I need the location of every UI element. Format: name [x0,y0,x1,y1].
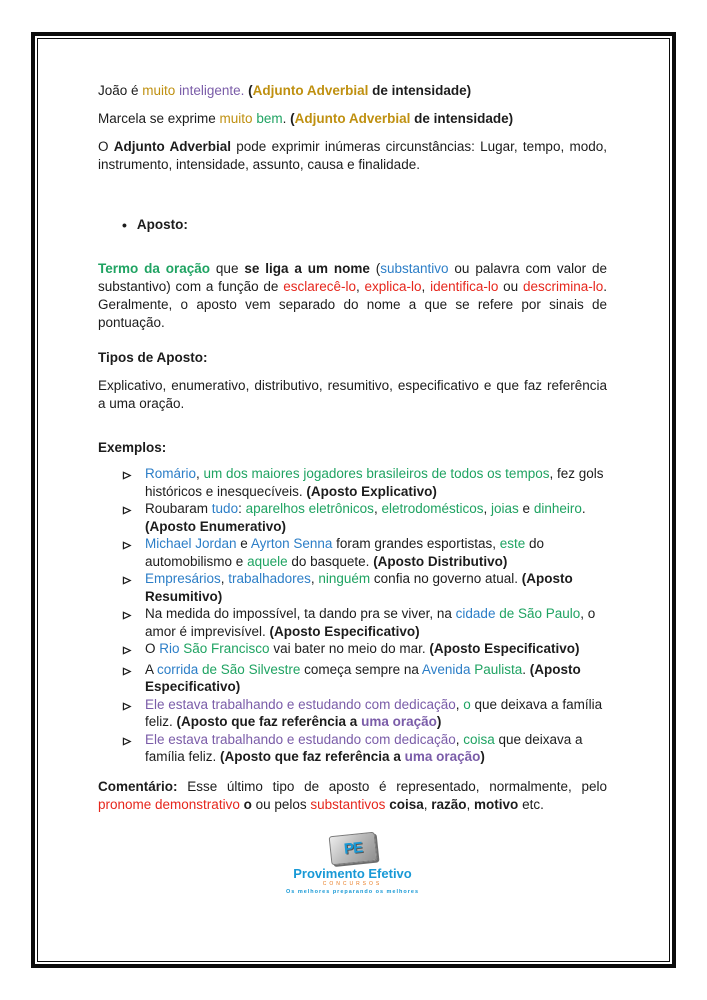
examples-list [98,465,607,766]
example-text: Ele estava trabalhando e estudando com dedicação, o que deixava a família feliz. (Aposto que faz referência a uma oração) [145,696,603,729]
example-text: Roubaram tudo: aparelhos eletrônicos, eletrodomésticos, joias e dinheiro. (Aposto Enumerativo) [145,501,586,534]
example-text: Michael Jordan e Ayrton Senna foram grandes esportistas, este do automobilismo e aquele do basquete. (Aposto Distributivo) [145,536,545,569]
arrow-bullet-icon [122,605,145,626]
list-item [98,465,607,500]
paragraph-adjunto-adverbial: O Adjunto Adverbial pode exprimir inúmeras circunstâncias: Lugar, tempo, modo, instrumento, intensidade, assunto, causa e finalidade. [98,139,607,172]
arrow-bullet-icon [122,696,145,717]
bullet-label: Aposto: [136,217,188,232]
paragraph-tipos: Explicativo, enumerativo, distributivo, resumitivo, especificativo e que faz referência a uma oração. [98,378,607,411]
document-content [98,82,607,896]
bullet-icon: • [122,217,127,233]
arrow-bullet-icon [122,731,145,752]
list-item [98,640,607,661]
paragraph-comentario: Comentário: Esse último tipo de aposto é representado, normalmente, pelo pronome demonstrativo o ou pelos substantivos coisa, razão, motivo etc. [98,778,607,812]
logo-monogram: PE [342,838,363,857]
example-text: Romário, um dos maiores jogadores brasileiros de todos os tempos, fez gols históricos e inesquecíveis. (Aposto Explicativo) [145,466,604,499]
paragraph-termo-da-oracao: Termo da oração que se liga a um nome (substantivo ou palavra com valor de substantivo) com a função de esclarecê-lo, explica-lo, identifica-lo ou descrimina-lo. Geralmente, o aposto vem separado do nome a que se refere por sinais de pontuação. [98,261,607,330]
arrow-bullet-icon [122,500,145,521]
list-item [98,661,607,696]
arrow-bullet-icon [122,570,145,591]
list-item [98,570,607,605]
logo-name: Provimento Efetivo [293,865,412,881]
example-text: O Rio São Francisco vai bater no meio do mar. (Aposto Especificativo) [145,641,580,656]
arrow-bullet-icon [122,465,145,486]
paragraph-marcela: Marcela se exprime muito bem. (Adjunto Adverbial de intensidade) [98,111,514,126]
bullet-item-aposto [98,216,607,234]
list-item [98,535,607,570]
paragraph-joao: João é muito inteligente. (Adjunto Adverbial de intensidade) [98,83,472,98]
arrow-bullet-icon [122,661,145,682]
logo-subtitle: CONCURSOS [322,880,383,887]
logo-tagline: Os melhores preparando os melhores [285,888,420,895]
heading-exemplos: Exemplos: [98,440,167,455]
example-text: Na medida do impossível, ta dando pra se viver, na cidade de São Paulo, o amor é imprevisível. (Aposto Especificativo) [145,606,596,639]
list-item [98,731,607,766]
list-item [98,696,607,731]
list-item [98,500,607,535]
arrow-bullet-icon [122,535,145,556]
heading-tipos-de-aposto: Tipos de Aposto: [98,350,208,365]
list-item [98,605,607,640]
example-text: Ele estava trabalhando e estudando com dedicação, coisa que deixava a família feliz. (Aposto que faz referência a uma oração) [145,731,583,764]
logo-icon [328,831,377,865]
arrow-bullet-icon [122,640,145,661]
example-text: A corrida de São Silvestre começa sempre na Avenida Paulista. (Aposto Especificativo) [145,661,581,694]
logo [98,834,607,896]
example-text: Empresários, trabalhadores, ninguém confia no governo atual. (Aposto Resumitivo) [145,571,573,604]
